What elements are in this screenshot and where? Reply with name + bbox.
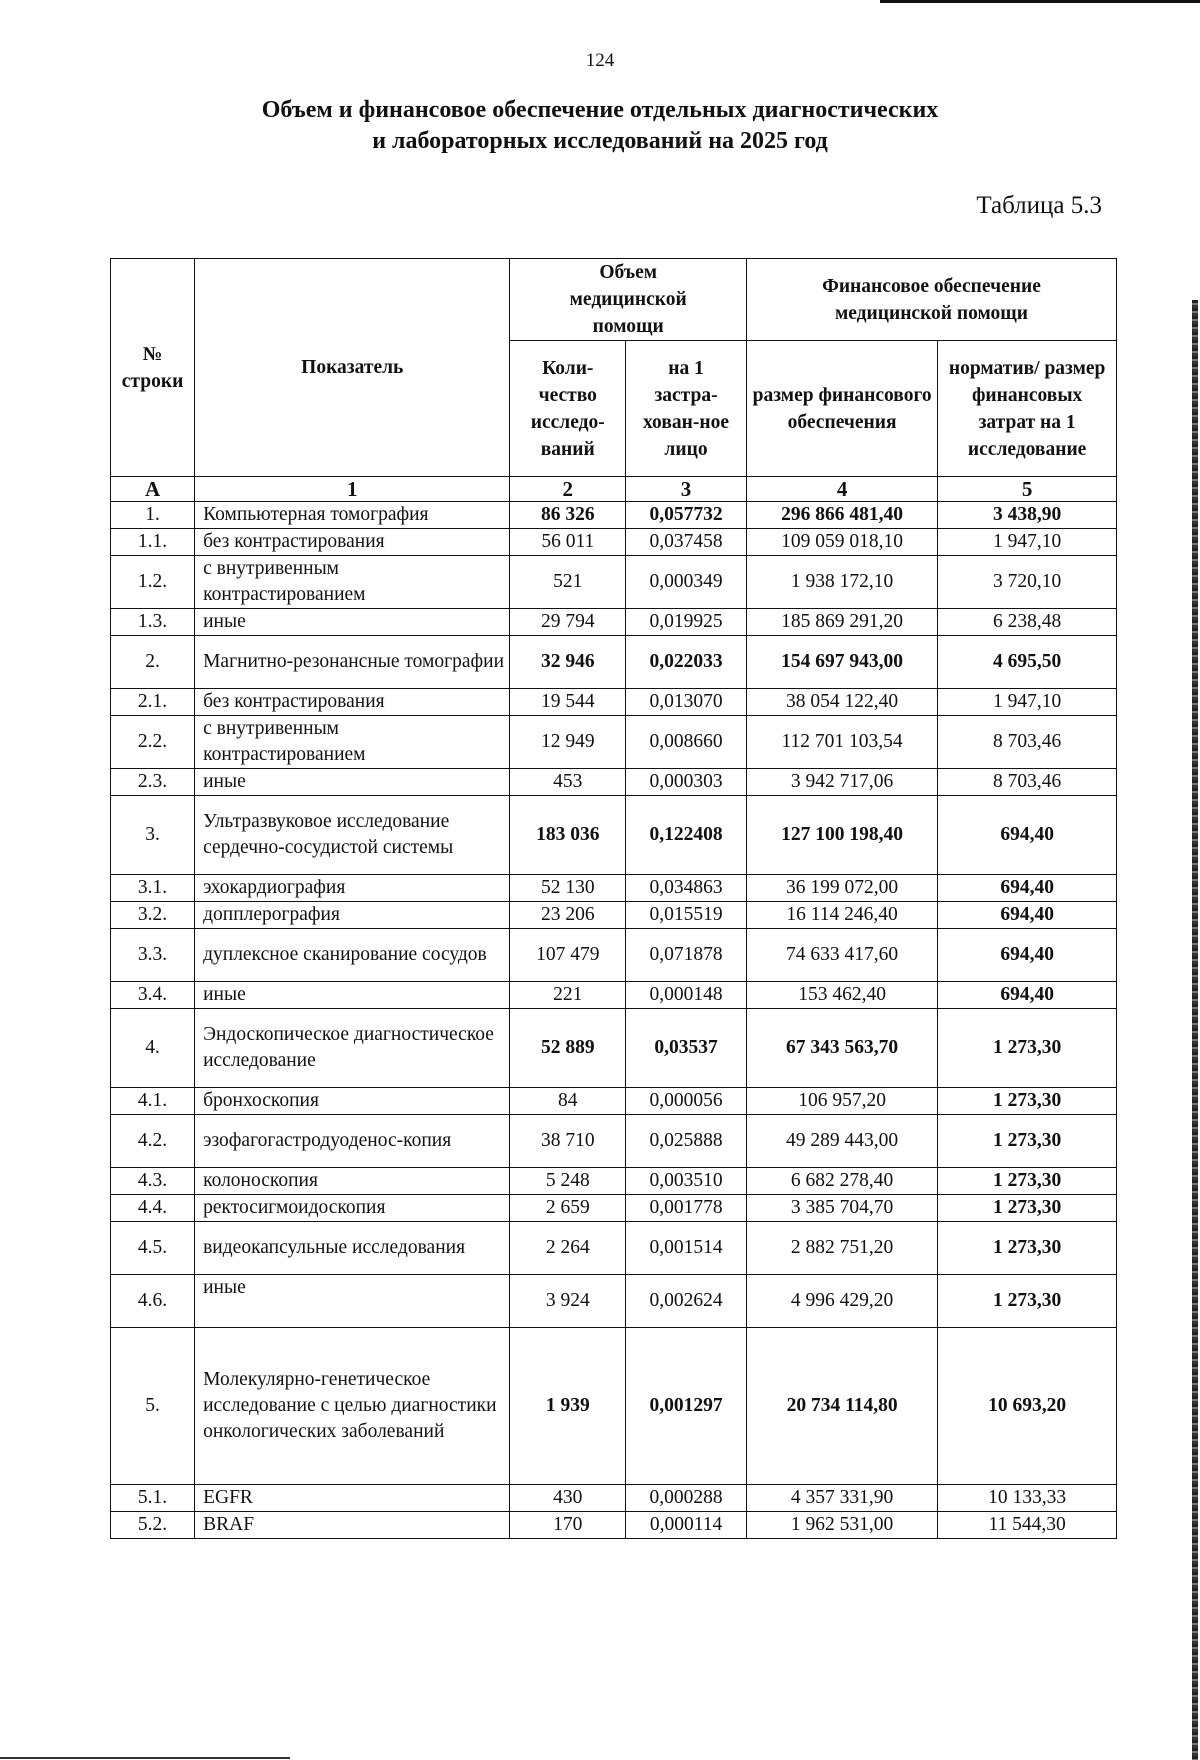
indicator-cell: ректосигмоидоскопия bbox=[195, 1195, 510, 1222]
norm-cell: 8 703,46 bbox=[938, 716, 1117, 769]
row-number-cell: 1.2. bbox=[111, 556, 195, 609]
norm-cell: 3 720,10 bbox=[938, 556, 1117, 609]
table-row bbox=[111, 636, 1117, 689]
row-number-cell: 4.1. bbox=[111, 1088, 195, 1115]
norm-cell: 1 273,30 bbox=[938, 1088, 1117, 1115]
row-number-cell: 4.3. bbox=[111, 1168, 195, 1195]
document-title-line-2: и лабораторных исследований на 2025 год bbox=[372, 128, 828, 154]
finance-cell: 3 385 704,70 bbox=[746, 1195, 937, 1222]
table-body bbox=[111, 502, 1117, 1539]
indicator-cell: EGFR bbox=[195, 1485, 510, 1512]
column-index: 2 bbox=[510, 477, 626, 502]
per-insured-cell: 0,000148 bbox=[626, 982, 747, 1009]
per-insured-cell: 0,025888 bbox=[626, 1115, 747, 1168]
indicator-cell: колоноскопия bbox=[195, 1168, 510, 1195]
per-insured-cell: 0,015519 bbox=[626, 902, 747, 929]
indicator-cell: Компьютерная томография bbox=[195, 502, 510, 529]
norm-cell: 1 273,30 bbox=[938, 1009, 1117, 1088]
finance-cell: 1 962 531,00 bbox=[746, 1512, 937, 1539]
count-cell: 1 939 bbox=[510, 1328, 626, 1485]
norm-cell: 11 544,30 bbox=[938, 1512, 1117, 1539]
count-cell: 52 130 bbox=[510, 875, 626, 902]
finance-cell: 36 199 072,00 bbox=[746, 875, 937, 902]
indicator-cell: Магнитно-резонансные томографии bbox=[195, 636, 510, 689]
indicator-cell: эзофагогастродуоденос-копия bbox=[195, 1115, 510, 1168]
indicator-cell: иные bbox=[195, 1275, 510, 1328]
count-cell: 5 248 bbox=[510, 1168, 626, 1195]
row-number-cell: 3.2. bbox=[111, 902, 195, 929]
per-insured-cell: 0,000288 bbox=[626, 1485, 747, 1512]
scan-edge-top bbox=[880, 0, 1200, 3]
norm-cell: 6 238,48 bbox=[938, 609, 1117, 636]
finance-cell: 4 996 429,20 bbox=[746, 1275, 937, 1328]
count-cell: 183 036 bbox=[510, 796, 626, 875]
table-row bbox=[111, 929, 1117, 982]
row-number-cell: 4.6. bbox=[111, 1275, 195, 1328]
column-index: 1 bbox=[195, 477, 510, 502]
norm-cell: 10 693,20 bbox=[938, 1328, 1117, 1485]
finance-cell: 106 957,20 bbox=[746, 1088, 937, 1115]
column-index: 3 bbox=[626, 477, 747, 502]
per-insured-cell: 0,000114 bbox=[626, 1512, 747, 1539]
norm-cell: 8 703,46 bbox=[938, 769, 1117, 796]
table-row bbox=[111, 1009, 1117, 1088]
norm-cell: 4 695,50 bbox=[938, 636, 1117, 689]
row-number-cell: 3.1. bbox=[111, 875, 195, 902]
count-cell: 84 bbox=[510, 1088, 626, 1115]
table-row bbox=[111, 716, 1117, 769]
indicator-cell: без контрастирования bbox=[195, 529, 510, 556]
per-insured-cell: 0,022033 bbox=[626, 636, 747, 689]
count-cell: 29 794 bbox=[510, 609, 626, 636]
norm-cell: 1 273,30 bbox=[938, 1115, 1117, 1168]
per-insured-cell: 0,000303 bbox=[626, 769, 747, 796]
header-finance-size: размер финансового обеспечения bbox=[746, 341, 937, 477]
table-row bbox=[111, 1115, 1117, 1168]
finance-cell: 185 869 291,20 bbox=[746, 609, 937, 636]
indicator-cell: Эндоскопическое диагностическое исследование bbox=[195, 1009, 510, 1088]
indicator-cell: без контрастирования bbox=[195, 689, 510, 716]
per-insured-cell: 0,001297 bbox=[626, 1328, 747, 1485]
norm-cell: 1 273,30 bbox=[938, 1168, 1117, 1195]
indicator-cell: Молекулярно-генетическое исследование с целью диагностики онкологических заболеваний bbox=[195, 1328, 510, 1485]
per-insured-cell: 0,013070 bbox=[626, 689, 747, 716]
indicator-cell: допплерография bbox=[195, 902, 510, 929]
document-title-line-1: Объем и финансовое обеспечение отдельных диагностических bbox=[261, 97, 939, 123]
norm-cell: 694,40 bbox=[938, 875, 1117, 902]
row-number-cell: 5. bbox=[111, 1328, 195, 1485]
norm-cell: 694,40 bbox=[938, 929, 1117, 982]
count-cell: 430 bbox=[510, 1485, 626, 1512]
count-cell: 2 264 bbox=[510, 1222, 626, 1275]
per-insured-cell: 0,000349 bbox=[626, 556, 747, 609]
norm-cell: 1 947,10 bbox=[938, 529, 1117, 556]
count-cell: 12 949 bbox=[510, 716, 626, 769]
finance-cell: 38 054 122,40 bbox=[746, 689, 937, 716]
document-title bbox=[0, 95, 1200, 157]
finance-cell: 296 866 481,40 bbox=[746, 502, 937, 529]
header-finance-group: Финансовое обеспечение медицинской помощи bbox=[746, 259, 1116, 341]
table-row bbox=[111, 902, 1117, 929]
row-number-cell: 3. bbox=[111, 796, 195, 875]
count-cell: 170 bbox=[510, 1512, 626, 1539]
norm-cell: 1 273,30 bbox=[938, 1275, 1117, 1328]
per-insured-cell: 0,000056 bbox=[626, 1088, 747, 1115]
row-number-cell: 5.2. bbox=[111, 1512, 195, 1539]
count-cell: 19 544 bbox=[510, 689, 626, 716]
row-number-cell: 2.3. bbox=[111, 769, 195, 796]
table-row bbox=[111, 875, 1117, 902]
row-number-cell: 1.3. bbox=[111, 609, 195, 636]
norm-cell: 3 438,90 bbox=[938, 502, 1117, 529]
indicator-cell: иные bbox=[195, 982, 510, 1009]
header-indicator: Показатель bbox=[195, 259, 510, 477]
norm-cell: 694,40 bbox=[938, 982, 1117, 1009]
count-cell: 23 206 bbox=[510, 902, 626, 929]
indicator-cell: иные bbox=[195, 609, 510, 636]
row-number-cell: 3.4. bbox=[111, 982, 195, 1009]
row-number-cell: 4.2. bbox=[111, 1115, 195, 1168]
finance-cell: 67 343 563,70 bbox=[746, 1009, 937, 1088]
row-number-cell: 5.1. bbox=[111, 1485, 195, 1512]
norm-cell: 1 273,30 bbox=[938, 1222, 1117, 1275]
finance-cell: 127 100 198,40 bbox=[746, 796, 937, 875]
count-cell: 521 bbox=[510, 556, 626, 609]
finance-cell: 154 697 943,00 bbox=[746, 636, 937, 689]
finance-cell: 109 059 018,10 bbox=[746, 529, 937, 556]
column-index-row bbox=[111, 477, 1117, 502]
count-cell: 56 011 bbox=[510, 529, 626, 556]
column-index: 5 bbox=[938, 477, 1117, 502]
per-insured-cell: 0,034863 bbox=[626, 875, 747, 902]
norm-cell: 1 273,30 bbox=[938, 1195, 1117, 1222]
table-caption: Таблица 5.3 bbox=[976, 192, 1102, 219]
table-row bbox=[111, 1168, 1117, 1195]
per-insured-cell: 0,002624 bbox=[626, 1275, 747, 1328]
table-row bbox=[111, 796, 1117, 875]
indicator-cell: иные bbox=[195, 769, 510, 796]
per-insured-cell: 0,008660 bbox=[626, 716, 747, 769]
finance-cell: 49 289 443,00 bbox=[746, 1115, 937, 1168]
table-row bbox=[111, 1222, 1117, 1275]
per-insured-cell: 0,071878 bbox=[626, 929, 747, 982]
finance-cell: 112 701 103,54 bbox=[746, 716, 937, 769]
row-number-cell: 2. bbox=[111, 636, 195, 689]
row-number-cell: 2.1. bbox=[111, 689, 195, 716]
count-cell: 32 946 bbox=[510, 636, 626, 689]
norm-cell: 10 133,33 bbox=[938, 1485, 1117, 1512]
indicator-cell: бронхоскопия bbox=[195, 1088, 510, 1115]
row-number-cell: 1.1. bbox=[111, 529, 195, 556]
indicator-cell: с внутривенным контрастированием bbox=[195, 716, 510, 769]
finance-cell: 74 633 417,60 bbox=[746, 929, 937, 982]
header-norm: норматив/ размер финансовых затрат на 1 исследование bbox=[938, 341, 1117, 477]
row-number-cell: 2.2. bbox=[111, 716, 195, 769]
scan-edge-bottom bbox=[0, 1757, 290, 1759]
row-number-cell: 3.3. bbox=[111, 929, 195, 982]
finance-cell: 6 682 278,40 bbox=[746, 1168, 937, 1195]
norm-cell: 694,40 bbox=[938, 796, 1117, 875]
table-row bbox=[111, 502, 1117, 529]
table-row bbox=[111, 769, 1117, 796]
finance-cell: 1 938 172,10 bbox=[746, 556, 937, 609]
page-number: 124 bbox=[585, 50, 615, 71]
per-insured-cell: 0,003510 bbox=[626, 1168, 747, 1195]
count-cell: 221 bbox=[510, 982, 626, 1009]
norm-cell: 1 947,10 bbox=[938, 689, 1117, 716]
indicator-cell: с внутривенным контрастированием bbox=[195, 556, 510, 609]
indicator-cell: BRAF bbox=[195, 1512, 510, 1539]
finance-cell: 4 357 331,90 bbox=[746, 1485, 937, 1512]
header-per-insured: на 1 застра-хован-ное лицо bbox=[626, 341, 747, 477]
count-cell: 2 659 bbox=[510, 1195, 626, 1222]
table-row bbox=[111, 689, 1117, 716]
indicator-cell: эхокардиография bbox=[195, 875, 510, 902]
scan-edge-right bbox=[1192, 300, 1198, 1760]
finance-cell: 3 942 717,06 bbox=[746, 769, 937, 796]
count-cell: 453 bbox=[510, 769, 626, 796]
column-index: А bbox=[111, 477, 195, 502]
row-number-cell: 4.5. bbox=[111, 1222, 195, 1275]
count-cell: 38 710 bbox=[510, 1115, 626, 1168]
count-cell: 3 924 bbox=[510, 1275, 626, 1328]
table-row bbox=[111, 609, 1117, 636]
per-insured-cell: 0,001778 bbox=[626, 1195, 747, 1222]
per-insured-cell: 0,019925 bbox=[626, 609, 747, 636]
count-cell: 86 326 bbox=[510, 502, 626, 529]
table-row bbox=[111, 1485, 1117, 1512]
finance-cell: 153 462,40 bbox=[746, 982, 937, 1009]
column-index: 4 bbox=[746, 477, 937, 502]
row-number-cell: 4. bbox=[111, 1009, 195, 1088]
table-row bbox=[111, 1512, 1117, 1539]
diagnostics-table bbox=[110, 258, 1117, 1539]
indicator-cell: Ультразвуковое исследование сердечно-сосудистой системы bbox=[195, 796, 510, 875]
per-insured-cell: 0,057732 bbox=[626, 502, 747, 529]
count-cell: 107 479 bbox=[510, 929, 626, 982]
per-insured-cell: 0,001514 bbox=[626, 1222, 747, 1275]
finance-cell: 2 882 751,20 bbox=[746, 1222, 937, 1275]
table-row bbox=[111, 1328, 1117, 1485]
table-row bbox=[111, 1275, 1117, 1328]
row-number-cell: 1. bbox=[111, 502, 195, 529]
table-row bbox=[111, 1088, 1117, 1115]
header-volume-group: Объем медицинской помощи bbox=[510, 259, 747, 341]
indicator-cell: дуплексное сканирование сосудов bbox=[195, 929, 510, 982]
finance-cell: 20 734 114,80 bbox=[746, 1328, 937, 1485]
header-row-number: № строки bbox=[111, 259, 195, 477]
table-row bbox=[111, 529, 1117, 556]
per-insured-cell: 0,03537 bbox=[626, 1009, 747, 1088]
per-insured-cell: 0,037458 bbox=[626, 529, 747, 556]
row-number-cell: 4.4. bbox=[111, 1195, 195, 1222]
indicator-cell: видеокапсульные исследования bbox=[195, 1222, 510, 1275]
table-row bbox=[111, 556, 1117, 609]
table-row bbox=[111, 1195, 1117, 1222]
count-cell: 52 889 bbox=[510, 1009, 626, 1088]
table-row bbox=[111, 982, 1117, 1009]
norm-cell: 694,40 bbox=[938, 902, 1117, 929]
header-count: Коли-чество исследо-ваний bbox=[510, 341, 626, 477]
per-insured-cell: 0,122408 bbox=[626, 796, 747, 875]
finance-cell: 16 114 246,40 bbox=[746, 902, 937, 929]
